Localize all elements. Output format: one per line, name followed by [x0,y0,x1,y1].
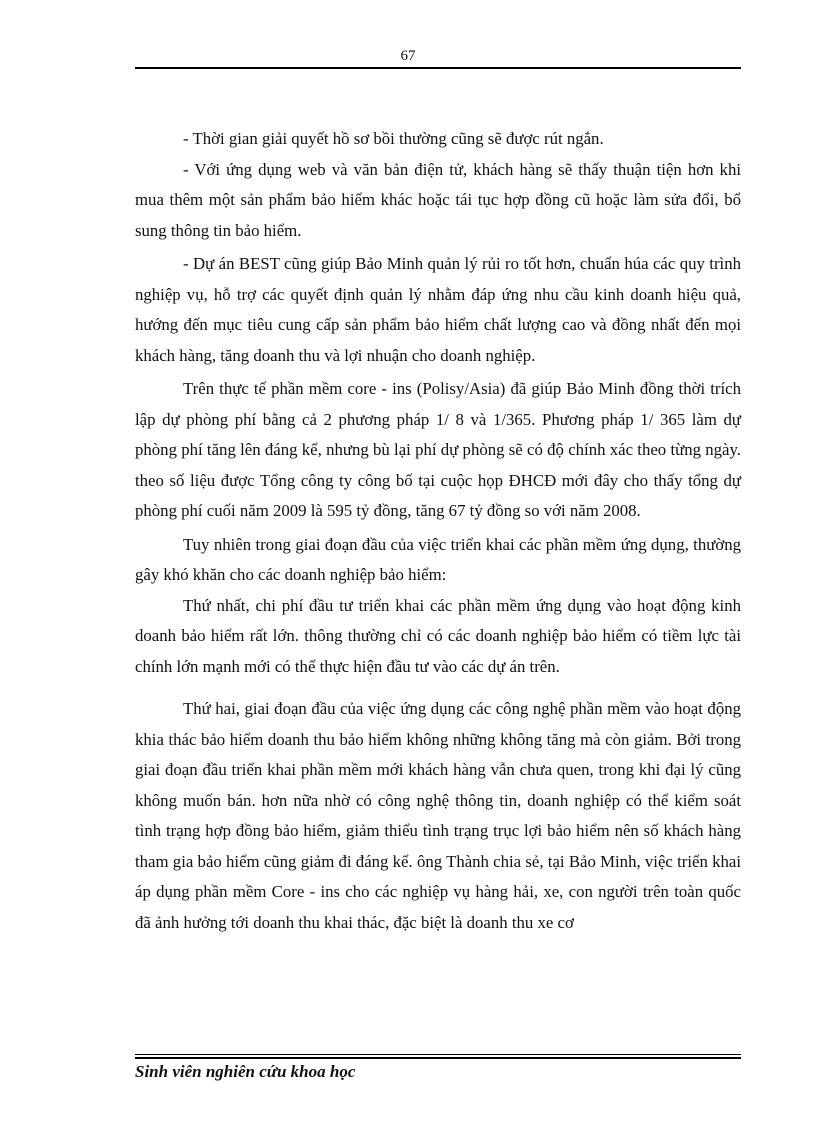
footer-rule [135,1054,741,1055]
paragraph: - Với ứng dụng web và văn bản điện tử, khách hàng sẽ thấy thuận tiện hơn khi mua thêm một sản phẩm bảo hiểm khác hoặc tái tục hợp đồng cũ hoặc làm sửa đổi, bổ sung thông tin bảo hiểm. [135,159,741,240]
page-number: 67 [400,48,416,64]
footer-text: Sinh viên nghiên cứu khoa học [135,1062,356,1081]
paragraph: Thứ hai, giai đoạn đầu của việc ứng dụng các công nghệ phần mềm vào hoạt động khia thác bảo hiểm doanh thu bảo hiểm không những không tăng mà còn giảm. Bởi trong giai đoạn đầu triển khai phần mềm mới khách hàng vẫn chưa quen, trong khi đại lý cũng không muốn bán. hơn nữa nhờ có công nghệ thông tin, doanh nghiệp có thể kiểm soát tình trạng hợp đồng bảo hiểm, giảm thiểu tình trạng trục lợi bảo hiểm nên số khách hàng tham gia bảo hiểm cũng giảm đi đáng kể. ông Thành chia sẻ, tại Bảo Minh, việc triển khai áp dụng phần mềm Core - ins cho các nghiệp vụ hàng hải, xe, con người trên toàn quốc đã ảnh hưởng tới doanh thu khai thác, đặc biệt là doanh thu xe cơ [135,699,741,932]
header-rule [135,67,741,69]
paragraph: Thứ nhất, chi phí đầu tư triển khai các phần mềm ứng dụng vào hoạt động kinh doanh bảo hiểm rất lớn. thông thường chỉ có các doanh nghiệp bảo hiểm có tiềm lực tài chính lớn mạnh mới có thể thực hiện đầu tư vào các dự án trên. [135,595,741,676]
paragraph: Trên thực tế phần mềm core - ins (Polisy/Asia) đã giúp Bảo Minh đồng thời trích lập dự phòng phí bằng cả 2 phương pháp 1/ 8 và 1/365. Phương pháp 1/ 365 làm dự phòng phí tăng lên đáng kể, nhưng bù lại phí dự phòng sẽ có độ chính xác theo từng ngày. theo số liệu được Tổng công ty công bố tại cuộc họp ĐHCĐ mới đây cho thấy tổng dự phòng phí cuối năm 2009 là 595 tỷ đồng, tăng 67 tỷ đồng so với năm 2008. [135,379,741,520]
paragraph: Tuy nhiên trong giai đoạn đầu của việc triển khai các phần mềm ứng dụng, thường gây khó khăn cho các doanh nghiệp bảo hiểm: [135,534,741,584]
document-body [135,124,741,938]
paragraph: - Thời gian giải quyết hồ sơ bồi thường cũng sẽ được rút ngắn. [183,129,604,148]
paragraph: - Dự án BEST cũng giúp Bảo Minh quản lý rủi ro tốt hơn, chuẩn húa các quy trình nghiệp vụ, hỗ trợ các quyết định quản lý nhằm đáp ứng nhu cầu kinh doanh hiệu quả, hướng đến mục tiêu cung cấp sản phẩm bảo hiểm chất lượng cao và đồng nhất đến mọi khách hàng, tăng doanh thu và lợi nhuận cho doanh nghiệp. [135,254,741,365]
footer-rule-thick [135,1057,741,1059]
